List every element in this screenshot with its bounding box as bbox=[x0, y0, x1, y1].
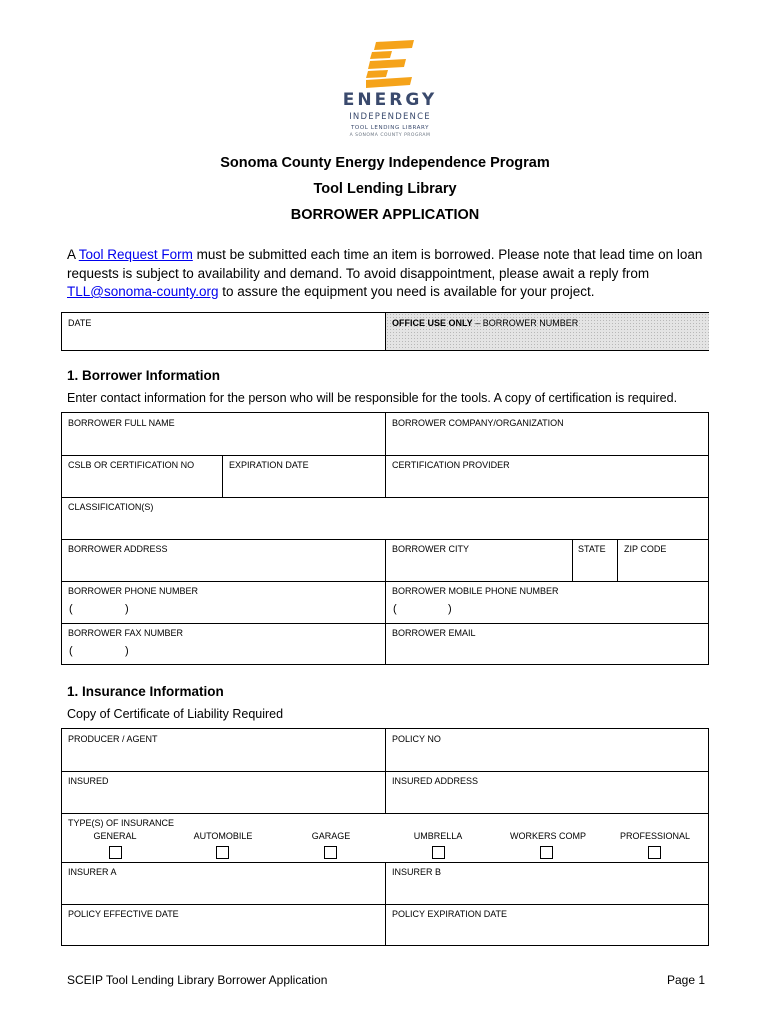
application-title: BORROWER APPLICATION bbox=[290, 207, 480, 223]
insurance-type-label: WORKERS COMP bbox=[509, 831, 586, 841]
professional-checkbox[interactable] bbox=[648, 846, 661, 859]
cslb-certification-field[interactable]: CSLB OR CERTIFICATION NO bbox=[68, 460, 195, 470]
expiration-date-field[interactable]: EXPIRATION DATE bbox=[229, 460, 309, 470]
insurance-types-label: TYPE(S) OF INSURANCE bbox=[68, 818, 175, 828]
phone-area-close: ) bbox=[125, 603, 129, 615]
tll-email-link[interactable]: TLL@sonoma-county.org bbox=[67, 284, 219, 299]
policy-no-field[interactable]: POLICY NO bbox=[392, 734, 441, 744]
classification-field[interactable]: CLASSIFICATION(S) bbox=[68, 502, 154, 512]
insurance-type-label: PROFESSIONAL bbox=[619, 831, 691, 841]
borrower-email-field[interactable]: BORROWER EMAIL bbox=[392, 628, 476, 638]
fax-area-open: ( bbox=[69, 645, 73, 657]
certification-provider-field[interactable]: CERTIFICATION PROVIDER bbox=[392, 460, 510, 470]
intro-suffix: to assure the equipment you need is available for your project. bbox=[218, 284, 595, 299]
office-use-bold: OFFICE USE ONLY bbox=[392, 318, 473, 328]
umbrella-checkbox[interactable] bbox=[432, 846, 445, 859]
logo-word: ENERGY bbox=[342, 90, 438, 110]
insurance-type-label: GENERAL bbox=[93, 831, 137, 841]
borrower-phone-field[interactable]: BORROWER PHONE NUMBER bbox=[68, 586, 199, 596]
library-title: Tool Lending Library bbox=[313, 181, 457, 197]
borrower-address-field[interactable]: BORROWER ADDRESS bbox=[68, 544, 168, 554]
logo-subtitle: INDEPENDENCE bbox=[349, 112, 431, 122]
insurer-b-field[interactable]: INSURER B bbox=[392, 867, 442, 877]
intro-middle: must be submitted each time an item is borrowed. Please note that lead time on loan requests is subject to availability and demand. To avoid disappointment, please await a reply from bbox=[67, 247, 703, 281]
borrower-info-table bbox=[61, 412, 709, 665]
insurance-info-table bbox=[61, 728, 709, 946]
policy-expiration-date-field[interactable]: POLICY EXPIRATION DATE bbox=[392, 909, 508, 919]
automobile-checkbox[interactable] bbox=[216, 846, 229, 859]
intro-prefix: A bbox=[67, 247, 79, 262]
tool-request-form-link[interactable]: Tool Request Form bbox=[78, 247, 193, 262]
borrower-fax-field[interactable]: BORROWER FAX NUMBER bbox=[68, 628, 184, 638]
section-borrower-desc: Enter contact information for the person who will be responsible for the tools. A copy of certification is required. bbox=[67, 391, 678, 405]
borrower-mobile-field[interactable]: BORROWER MOBILE PHONE NUMBER bbox=[392, 586, 559, 596]
garage-checkbox[interactable] bbox=[324, 846, 337, 859]
logo-program: A SONOMA COUNTY PROGRAM bbox=[349, 133, 431, 138]
insurance-type-label: GARAGE bbox=[311, 831, 351, 841]
insurance-type-label: AUTOMOBILE bbox=[193, 831, 253, 841]
fax-area-close: ) bbox=[125, 645, 129, 657]
phone-area-open: ( bbox=[69, 603, 73, 615]
zip-code-field[interactable]: ZIP CODE bbox=[624, 544, 667, 554]
producer-agent-field[interactable]: PRODUCER / AGENT bbox=[68, 734, 158, 744]
insurance-type-label: UMBRELLA bbox=[413, 831, 463, 841]
borrower-full-name-field[interactable]: BORROWER FULL NAME bbox=[68, 418, 175, 428]
date-label: DATE bbox=[68, 318, 92, 328]
mobile-area-open: ( bbox=[393, 603, 397, 615]
program-title: Sonoma County Energy Independence Program bbox=[220, 155, 550, 171]
general-checkbox[interactable] bbox=[109, 846, 122, 859]
logo-tagline: TOOL LENDING LIBRARY bbox=[350, 125, 430, 131]
date-office-box bbox=[61, 312, 709, 351]
footer-document-name: SCEIP Tool Lending Library Borrower Application bbox=[67, 973, 328, 987]
insurer-a-field[interactable]: INSURER A bbox=[68, 867, 117, 877]
section-insurance-title: 1. Insurance Information bbox=[67, 684, 224, 699]
section-borrower-title: 1. Borrower Information bbox=[67, 368, 221, 383]
state-field[interactable]: STATE bbox=[578, 544, 606, 554]
energy-independence-logo bbox=[330, 40, 450, 145]
insured-field[interactable]: INSURED bbox=[68, 776, 109, 786]
office-use-label bbox=[392, 318, 578, 328]
office-use-rest: – BORROWER NUMBER bbox=[472, 318, 579, 328]
insured-address-field[interactable]: INSURED ADDRESS bbox=[392, 776, 479, 786]
policy-effective-date-field[interactable]: POLICY EFFECTIVE DATE bbox=[68, 909, 179, 919]
borrower-company-field[interactable]: BORROWER COMPANY/ORGANIZATION bbox=[392, 418, 564, 428]
intro-paragraph bbox=[67, 246, 717, 302]
section-insurance-desc: Copy of Certificate of Liability Required bbox=[67, 707, 284, 721]
workers-comp-checkbox[interactable] bbox=[540, 846, 553, 859]
footer-page-number: Page 1 bbox=[667, 973, 706, 987]
borrower-city-field[interactable]: BORROWER CITY bbox=[392, 544, 470, 554]
mobile-area-close: ) bbox=[448, 603, 452, 615]
energy-e-logo-mark bbox=[366, 40, 416, 88]
